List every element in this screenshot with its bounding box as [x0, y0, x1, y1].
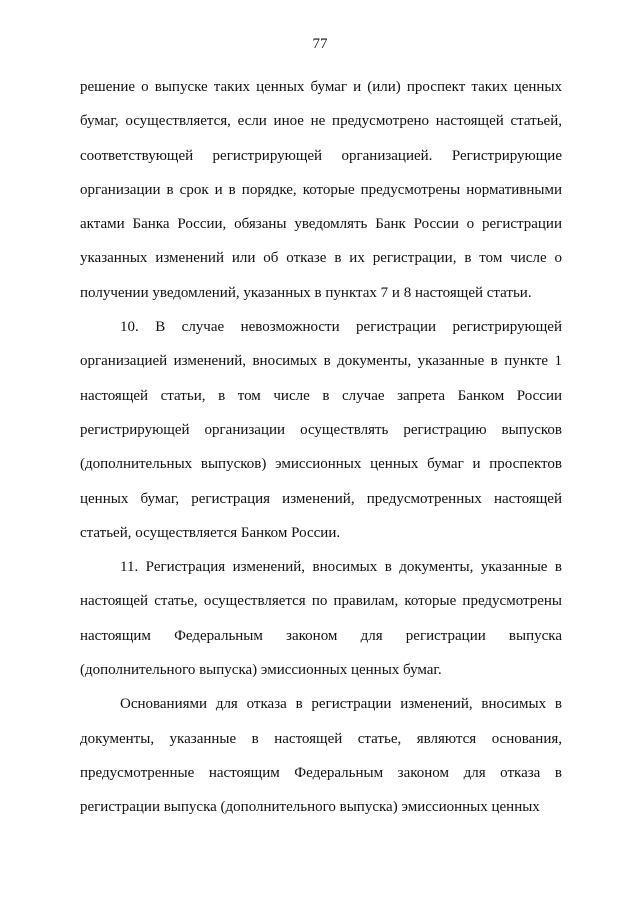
paragraph-item-11: 11. Регистрация изменений, вносимых в документы, указанные в настоящей статье, осуществляется по правилам, которые предусмотрены настоящим Федеральным законом для регистрации выпуска (дополнительного выпуска) эмиссионных ценных бумаг.: [80, 559, 562, 679]
paragraph-continuation: решение о выпуске таких ценных бумаг и (или) проспект таких ценных бумаг, осуществляется, если иное не предусмотрено настоящей статьей, соответствующей регистрирующей организацией. Регистрирующие организации в срок и в порядке, которые предусмотрены нормативными актами Банка России, обязаны уведомлять Банк России о регистрации указанных изменений или об отказе в их регистрации, в том числе о получении уведомлений, указанных в пунктах 7 и 8 настоящей статьи.: [80, 79, 562, 301]
page-number: 77: [312, 36, 328, 52]
paragraph-grounds-for-refusal: Основаниями для отказа в регистрации изменений, вносимых в документы, указанные в настоящей статье, являются основания, предусмотренные настоящим Федеральным законом для отказа в регистрации выпуска (дополнительного выпуска) эмиссионных ценных: [80, 696, 562, 816]
document-body: [80, 70, 562, 825]
paragraph-item-10: 10. В случае невозможности регистрации регистрирующей организацией изменений, вносимых в документы, указанные в пункте 1 настоящей статьи, в том числе в случае запрета Банком России регистрирующей организации осуществлять регистрацию выпусков (дополнительных выпусков) эмиссионных ценных бумаг и проспектов ценных бумаг, регистрация изменений, предусмотренных настоящей статьей, осуществляется Банком России.: [80, 319, 562, 541]
